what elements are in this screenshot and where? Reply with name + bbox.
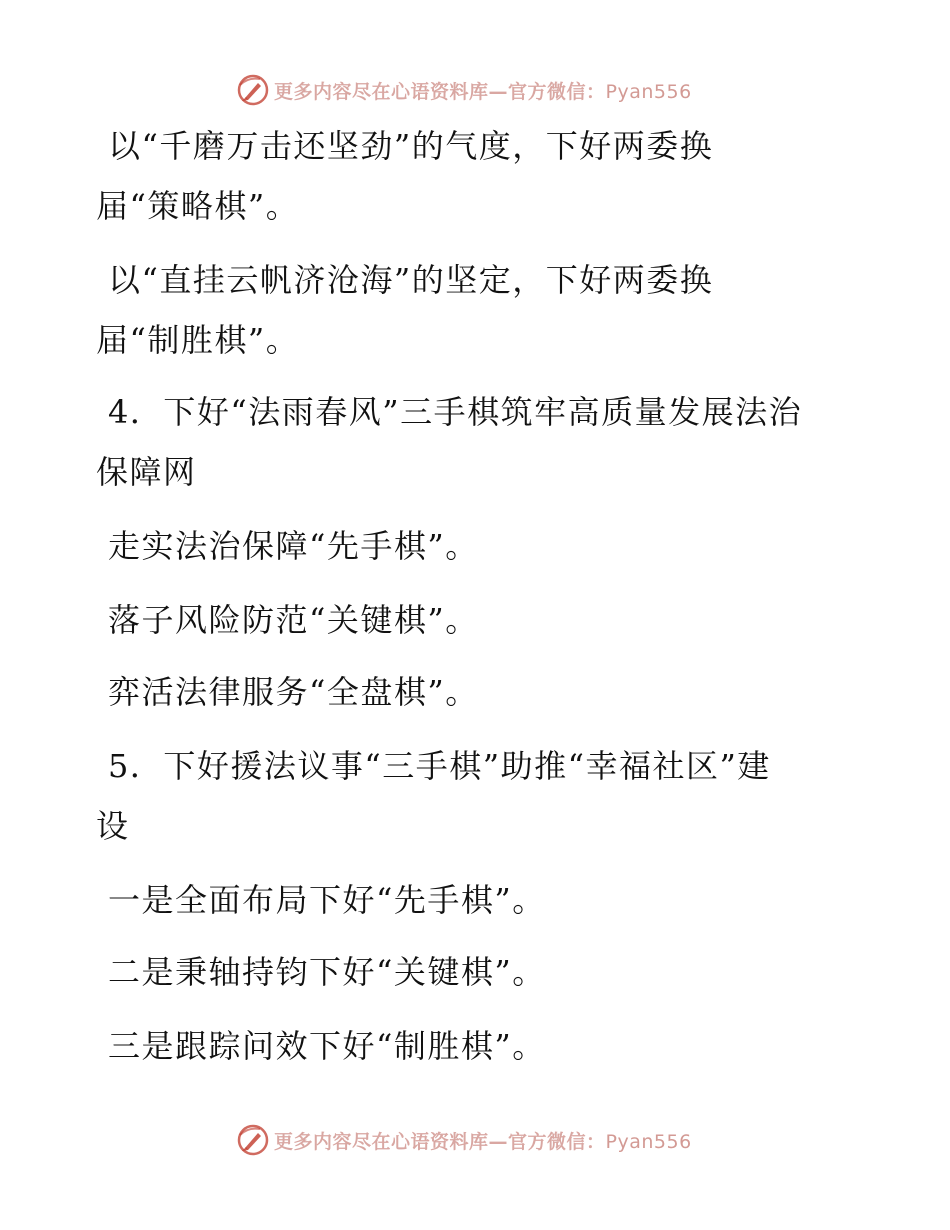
text-line: 走实法治保障“先手棋”。 (108, 527, 479, 565)
watermark-text: 更多内容尽在心语资料库—官方微信：Pyan556 (274, 80, 692, 103)
text-line: 弈活法律服务“全盘棋”。 (108, 673, 479, 711)
header-watermark (236, 72, 692, 108)
text-line: 二是秉轴持钧下好“关键棋”。 (108, 953, 546, 991)
section-heading: 设 (96, 807, 130, 845)
section-heading: 4．下好“法雨春风”三手棋筑牢高质量发展法治 (108, 393, 803, 431)
pen-logo-icon (236, 73, 270, 107)
section-heading: 5．下好援法议事“三手棋”助推“幸福社区”建 (108, 747, 771, 785)
text-line: 以“直挂云帆济沧海”的坚定，下好两委换 (108, 261, 714, 299)
text-line: 以“千磨万击还坚劲”的气度，下好两委换 (108, 127, 714, 165)
text-line: 落子风险防范“关键棋”。 (108, 601, 479, 639)
text-line: 三是跟踪问效下好“制胜棋”。 (108, 1027, 546, 1065)
footer-watermark (236, 1122, 692, 1158)
text-line: 届“策略棋”。 (96, 187, 300, 225)
watermark-text: 更多内容尽在心语资料库—官方微信：Pyan556 (274, 1130, 692, 1153)
pen-logo-icon (236, 1123, 270, 1157)
text-line: 一是全面布局下好“先手棋”。 (108, 881, 546, 919)
section-heading: 保障网 (96, 453, 197, 491)
text-line: 届“制胜棋”。 (96, 321, 300, 359)
